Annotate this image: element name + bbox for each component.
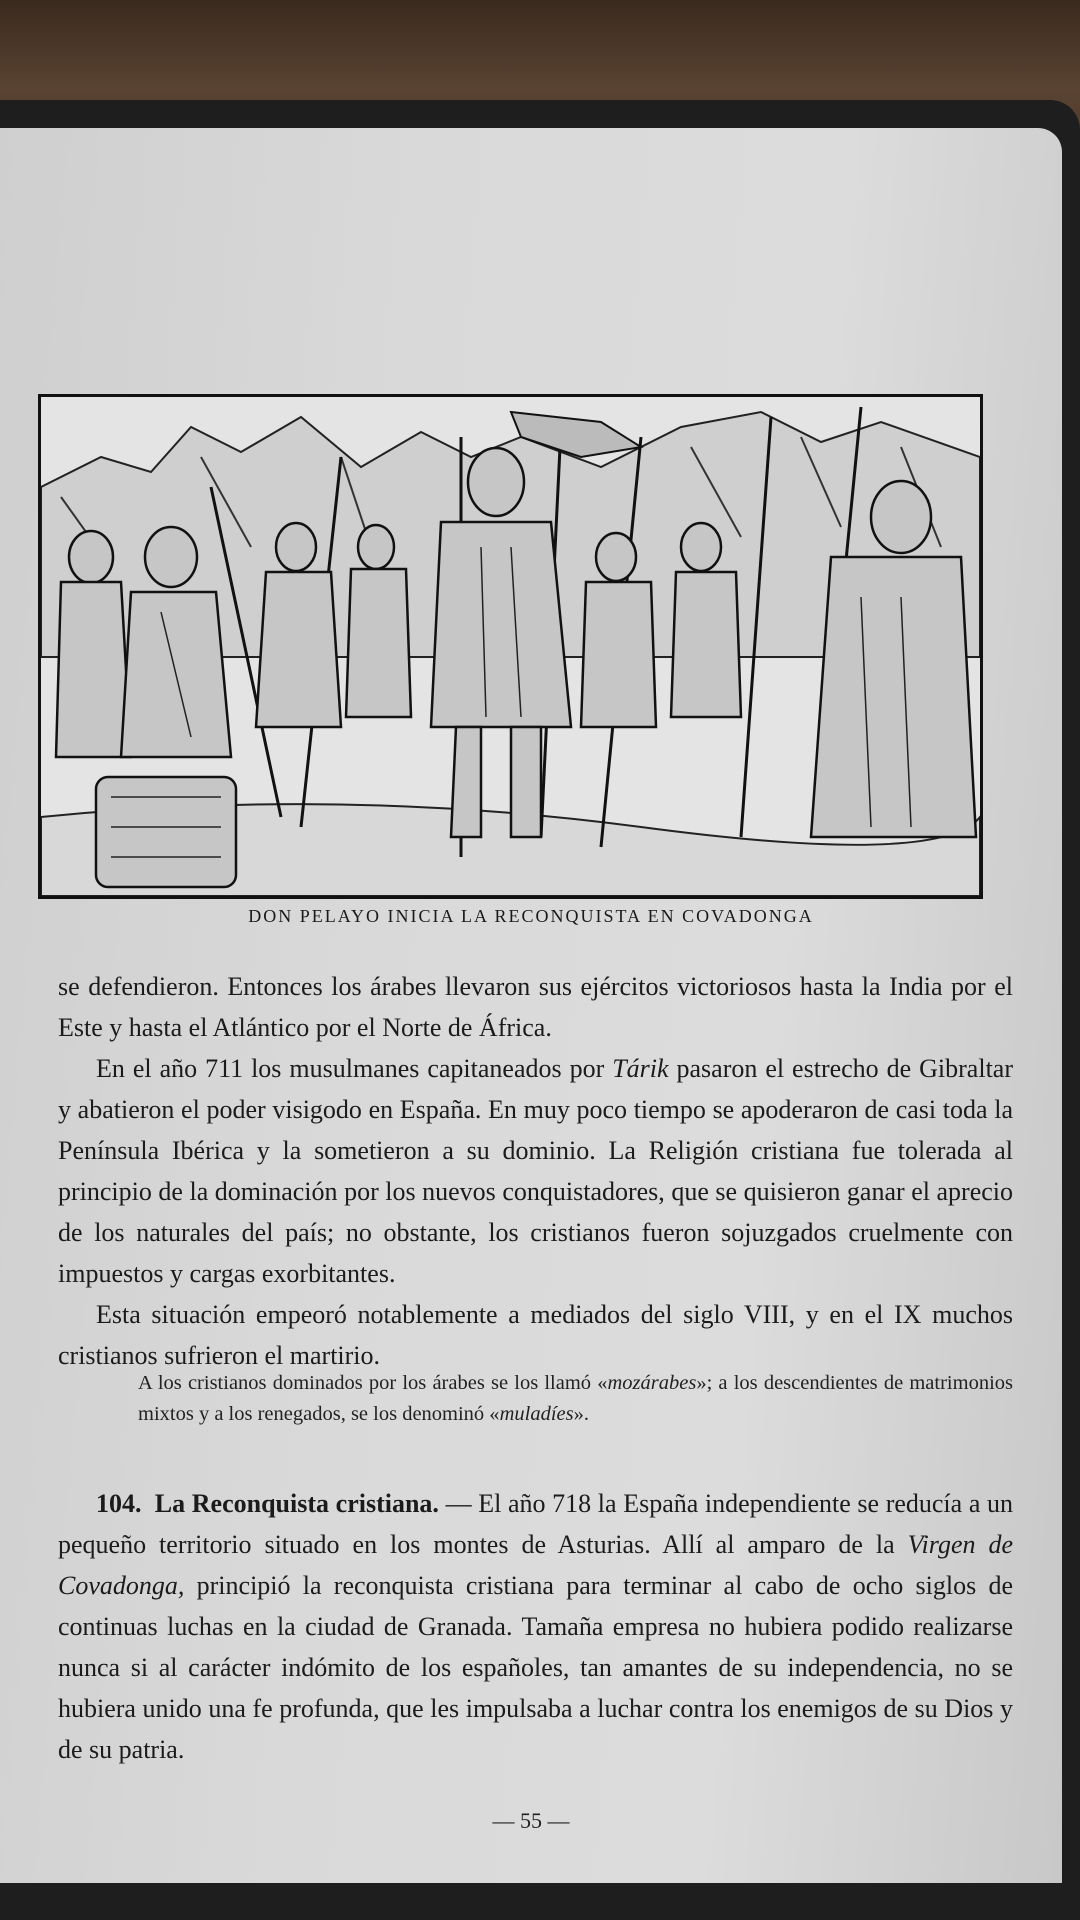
section-paragraph <box>58 1483 1013 1770</box>
page-number: — 55 — <box>492 1808 570 1833</box>
section-number: 104. <box>96 1489 142 1518</box>
book-page <box>0 128 1062 1883</box>
footnote <box>138 1368 1013 1430</box>
figure-caption: DON PELAYO INICIA LA RECONQUISTA EN COVADONGA <box>248 906 814 926</box>
footnote-text-2: »; a los descendientes de matrimonios mixtos y a los renegados, se los denominó « <box>138 1372 1013 1425</box>
section-104 <box>58 1483 1013 1770</box>
paragraph-2 <box>58 1048 1013 1294</box>
section-text-end: principió la reconquista cristiana para terminar al cabo de ocho siglos de continuas luchas en la ciudad de Granada. Tamaña empresa no hubiera podido realizarse nunca si al carácter indómito de los españoles, tan amantes de su independencia, no se hubiera unido una fe profunda, que les impulsaba a luchar contra los enemigos de su Dios y de su patria. <box>58 1571 1013 1764</box>
paragraph-2-start: En el año 711 los musulmanes capitaneados por <box>96 1054 613 1083</box>
paragraph-1: se defendieron. Entonces los árabes llevaron sus ejércitos victoriosos hasta la India por el Este y hasta el Atlántico por el Norte de África. <box>58 972 1013 1042</box>
illustration-frame <box>38 394 983 899</box>
term-mozarabes: mozárabes <box>607 1372 697 1394</box>
warriors-raising-spears-illustration <box>41 397 980 896</box>
section-text-start: — El año 718 la España independiente se reducía a un pequeño territorio situado en los montes de Asturias. Allí al amparo de la <box>58 1489 1014 1559</box>
paragraph-2-end: pasaron el estrecho de Gibraltar y abatieron el poder visigodo en España. En muy poco tiempo se apoderaron de casi toda la Península Ibérica y la sometieron a su dominio. La Religión cristiana fue tolerada al principio de la dominación por los nuevos conquistadores, que se quisieron ganar el aprecio de los naturales del país; no obstante, los cristianos fueron sojuzgados cruelmente con impuestos y cargas exorbitantes. <box>58 1054 1013 1288</box>
term-muladies: muladíes <box>499 1403 574 1425</box>
footnote-text-1: A los cristianos dominados por los árabes se los llamó « <box>138 1372 608 1394</box>
section-title: La Reconquista cristiana. <box>154 1489 439 1518</box>
virgen-de-covadonga: Virgen de Covadonga, <box>58 1530 1013 1600</box>
body-text <box>58 966 1013 1376</box>
tarik-name: Tárik <box>612 1054 669 1083</box>
paragraph-3: Esta situación empeoró notablemente a mediados del siglo VIII, y en el IX muchos cristianos sufrieron el martirio. <box>58 1300 1013 1370</box>
footnote-text-3: ». <box>573 1403 589 1425</box>
